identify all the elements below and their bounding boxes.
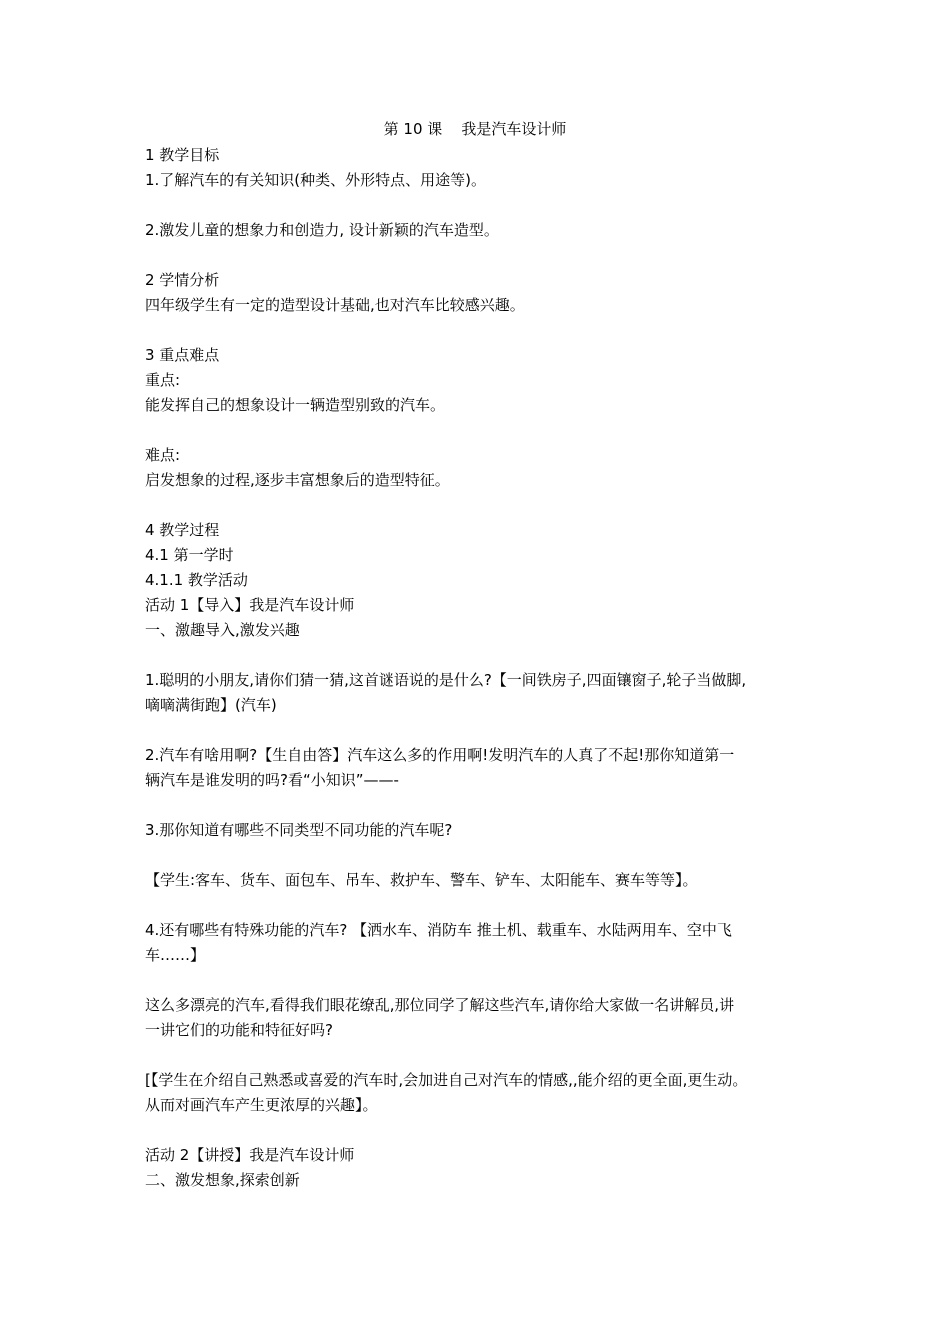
text-line: 4 教学过程 [145, 521, 220, 539]
text-line: 3 重点难点 [145, 346, 220, 364]
text-line: 活动 1【导入】我是汽车设计师 [145, 596, 355, 614]
blank-line [145, 318, 810, 343]
text-line: 2 学情分析 [145, 271, 220, 289]
text-line: 难点: [145, 446, 181, 464]
text-line: [【学生在介绍自己熟悉或喜爱的汽车时,会加进自己对汽车的情感,,能介绍的更全面,更生动。 [145, 1071, 748, 1089]
blank-line [145, 968, 810, 993]
blank-line [145, 243, 810, 268]
text-line: 重点: [145, 371, 181, 389]
blank-line [145, 1118, 810, 1143]
text-line: 这么多漂亮的汽车,看得我们眼花缭乱,那位同学了解这些汽车,请你给大家做一名讲解员,讲 [145, 996, 735, 1014]
blank-line [145, 893, 810, 918]
text-line: 一、激趣导入,激发兴趣 [145, 621, 300, 639]
blank-line [145, 493, 810, 518]
text-line: 活动 2【讲授】我是汽车设计师 [145, 1146, 355, 1164]
text-line: 一讲它们的功能和特征好吗? [145, 1021, 333, 1039]
text-line: 辆汽车是谁发明的吗?看“小知识”——- [145, 771, 399, 789]
text-line: 2.汽车有啥用啊?【生自由答】汽车这么多的作用啊!发明汽车的人真了不起!那你知道第一 [145, 746, 735, 764]
blank-line [145, 718, 810, 743]
text-line: 二、激发想象,探索创新 [145, 1171, 300, 1189]
text-line: 1.聪明的小朋友,请你们猜一猜,这首谜语说的是什么?【一间铁房子,四面镶窗子,轮子当做脚, [145, 671, 747, 689]
text-line: 从而对画汽车产生更浓厚的兴趣】。 [145, 1096, 378, 1114]
text-line: 4.1.1 教学活动 [145, 571, 248, 589]
blank-line [145, 1043, 810, 1068]
text-line: 4.1 第一学时 [145, 546, 234, 564]
text-line: 四年级学生有一定的造型设计基础,也对汽车比较感兴趣。 [145, 296, 525, 314]
text-line: 【学生:客车、货车、面包车、吊车、救护车、警车、铲车、太阳能车、赛车等等】。 [145, 871, 698, 889]
blank-line [145, 418, 810, 443]
text-line: 3.那你知道有哪些不同类型不同功能的汽车呢? [145, 821, 453, 839]
lesson-title: 第 10 课 我是汽车设计师 [383, 120, 567, 138]
text-line: 车……】 [145, 946, 206, 964]
text-line: 能发挥自己的想象设计一辆造型别致的汽车。 [145, 396, 446, 414]
text-line: 1 教学目标 [145, 146, 220, 164]
blank-line [145, 643, 810, 668]
blank-line [145, 793, 810, 818]
blank-line [145, 843, 810, 868]
blank-line [145, 193, 810, 218]
text-line: 嘀嘀满街跑】(汽车) [145, 696, 277, 714]
text-line: 启发想象的过程,逐步丰富想象后的造型特征。 [145, 471, 450, 489]
text-line: 2.激发儿童的想象力和创造力, 设计新颖的汽车造型。 [145, 221, 499, 239]
document-body [145, 143, 810, 1193]
text-line: 4.还有哪些有特殊功能的汽车? 【洒水车、消防车 推土机、载重车、水陆两用车、空中飞 [145, 921, 732, 939]
text-line: 1.了解汽车的有关知识(种类、外形特点、用途等)。 [145, 171, 487, 189]
